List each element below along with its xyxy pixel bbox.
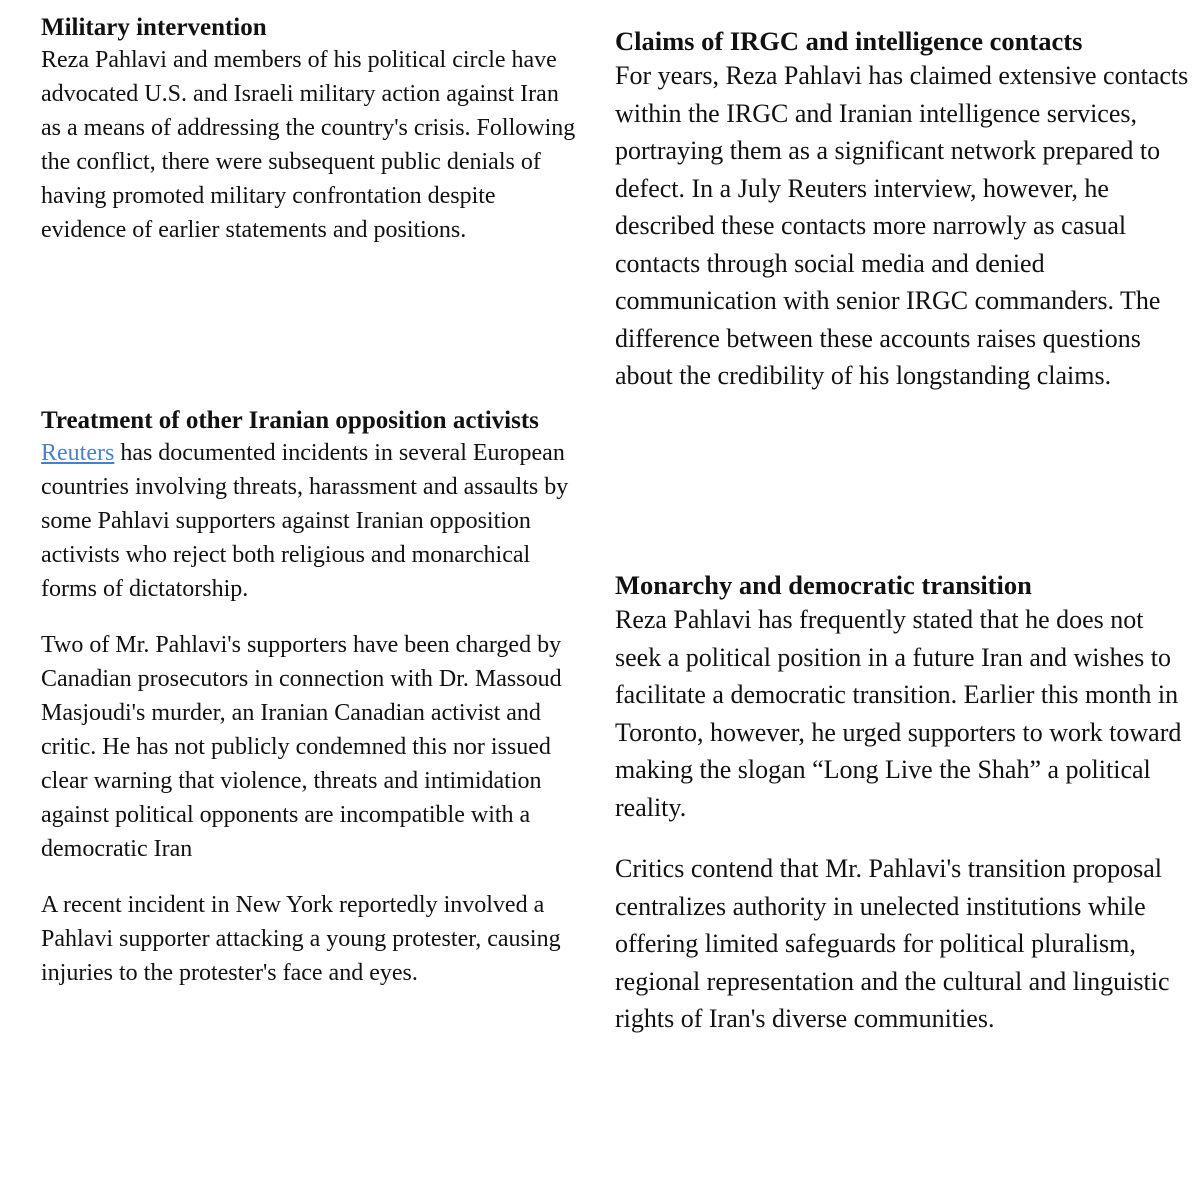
- section-body: For years, Reza Pahlavi has claimed extensive contacts within the IRGC and Iranian intelligence services, portraying them as a significant network prepared to defect. In a July Reuters interview, however, he described these contacts more narrowly as casual contacts through social media and denied communication with senior IRGC commanders. The difference between these accounts raises questions about the credibility of his longstanding claims.: [615, 61, 1189, 390]
- section-treatment-of-activists: [41, 405, 581, 990]
- section-paragraph-3: A recent incident in New York reportedly involved a Pahlavi supporter attacking a young protester, causing injuries to the protester's face and eyes.: [41, 892, 561, 986]
- section-monarchy-transition: [615, 570, 1195, 1038]
- section-paragraph-2: Critics contend that Mr. Pahlavi's transition proposal centralizes authority in unelected institutions while offering limited safeguards for political pluralism, regional representation and the cultural and linguistic rights of Iran's diverse communities.: [615, 854, 1170, 1033]
- section-paragraph-1: Reza Pahlavi has frequently stated that he does not seek a political position in a future Iran and wishes to facilitate a democratic transition. Earlier this month in Toronto, however, he urged supporters to work toward making the slogan “Long Live the Shah” a political reality.: [615, 605, 1182, 822]
- section-heading: Claims of IRGC and intelligence contacts: [615, 26, 1083, 56]
- section-heading: Monarchy and democratic transition: [615, 570, 1032, 600]
- section-body: Reza Pahlavi and members of his political circle have advocated U.S. and Israeli military action against Iran as a means of addressing the country's crisis. Following the conflict, there were subsequent public denials of having promoted military confrontation despite evidence of earlier statements and positions.: [41, 47, 576, 243]
- section-military-intervention: [41, 12, 581, 247]
- reuters-link[interactable]: Reuters: [41, 440, 115, 466]
- section-paragraph-2: Two of Mr. Pahlavi's supporters have been charged by Canadian prosecutors in connection with Dr. Massoud Masjoudi's murder, an Iranian Canadian activist and critic. He has not publicly condemned this nor issued clear warning that violence, threats and intimidation against political opponents are incompatible with a democratic Iran: [41, 632, 562, 862]
- section-paragraph-1: [41, 436, 581, 606]
- section-heading: Treatment of other Iranian opposition activists: [41, 407, 539, 434]
- paragraph-text: has documented incidents in several European countries involving threats, harassment and assaults by some Pahlavi supporters against Iranian opposition activists who reject both religious and monarchical forms of dictatorship.: [41, 440, 569, 602]
- section-irgc-claims: [615, 26, 1195, 395]
- section-heading: Military intervention: [41, 14, 267, 41]
